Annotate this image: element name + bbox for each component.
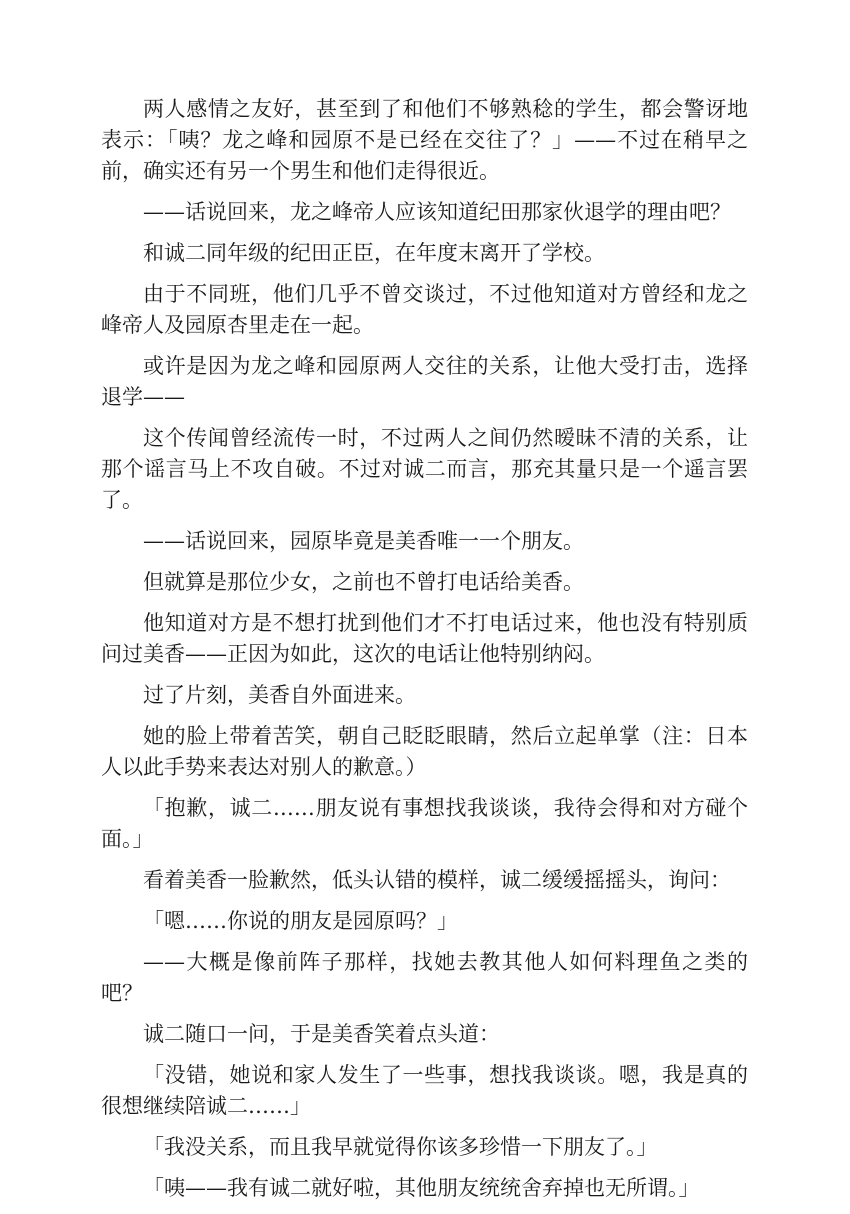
paragraph-3: 和诚二同年级的纪田正臣，在年度末离开了学校。 xyxy=(143,241,605,265)
paragraph-1: 两人感情之友好，甚至到了和他们不够熟稔的学生，都会警讶地表示：「咦？龙之峰和园原不是已经在交往了？」——不过在稍早之前，确实还有另一个男生和他们走得很近。 xyxy=(101,97,748,183)
paragraph-6: 这个传闻曾经流传一时，不过两人之间仍然暧昧不清的关系，让那个谣言马上不攻自破。不过对诚二而言，那充其量只是一个遥言罢了。 xyxy=(101,426,748,512)
paragraph-18: 「我没关系，而且我早就觉得你该多珍惜一下朋友了。」 xyxy=(143,1135,658,1159)
paragraph-5: 或许是因为龙之峰和园原两人交往的关系，让他大受打击，选择退学—— xyxy=(101,354,748,409)
paragraph-11: 她的脸上带着苦笑，朝自己眨眨眼睛，然后立起单掌（注：日本人以此手势来表达对别人的歉意。） xyxy=(101,724,748,779)
paragraph-10: 过了片刻，美香自外面进来。 xyxy=(143,683,416,707)
paragraph-2: ——话说回来，龙之峰帝人应该知道纪田那家伙退学的理由吧？ xyxy=(143,200,731,224)
paragraph-12: 「抱歉，诚二……朋友说有事想找我谈谈，我待会得和对方碰个面。」 xyxy=(101,796,748,851)
paragraph-8: 但就算是那位少女，之前也不曾打电话给美香。 xyxy=(143,570,584,594)
paragraph-7: ——话说回来，园原毕竟是美香唯一一个朋友。 xyxy=(143,529,584,553)
paragraph-16: 诚二随口一问，于是美香笑着点头道： xyxy=(143,1022,500,1046)
paragraph-9: 他知道对方是不想打扰到他们才不打电话过来，他也没有特别质问过美香——正因为如此，这次的电话让他特别纳闷。 xyxy=(101,611,748,666)
paragraph-19: 「咦——我有诚二就好啦，其他朋友统统舍弃掉也无所谓。」 xyxy=(143,1176,700,1200)
document-page xyxy=(101,94,748,1214)
paragraph-17: 「没错，她说和家人发生了一些事，想找我谈谈。嗯，我是真的很想继续陪诚二……」 xyxy=(101,1063,748,1118)
paragraph-13: 看着美香一脸歉然，低头认错的模样，诚二缓缓摇摇头，询问： xyxy=(143,868,731,892)
paragraph-14: 「嗯……你说的朋友是园原吗？」 xyxy=(143,909,458,933)
paragraph-4: 由于不同班，他们几乎不曾交谈过，不过他知道对方曾经和龙之峰帝人及园原杏里走在一起。 xyxy=(101,282,748,337)
paragraph-15: ——大概是像前阵子那样，找她去教其他人如何料理鱼之类的吧？ xyxy=(101,950,748,1005)
